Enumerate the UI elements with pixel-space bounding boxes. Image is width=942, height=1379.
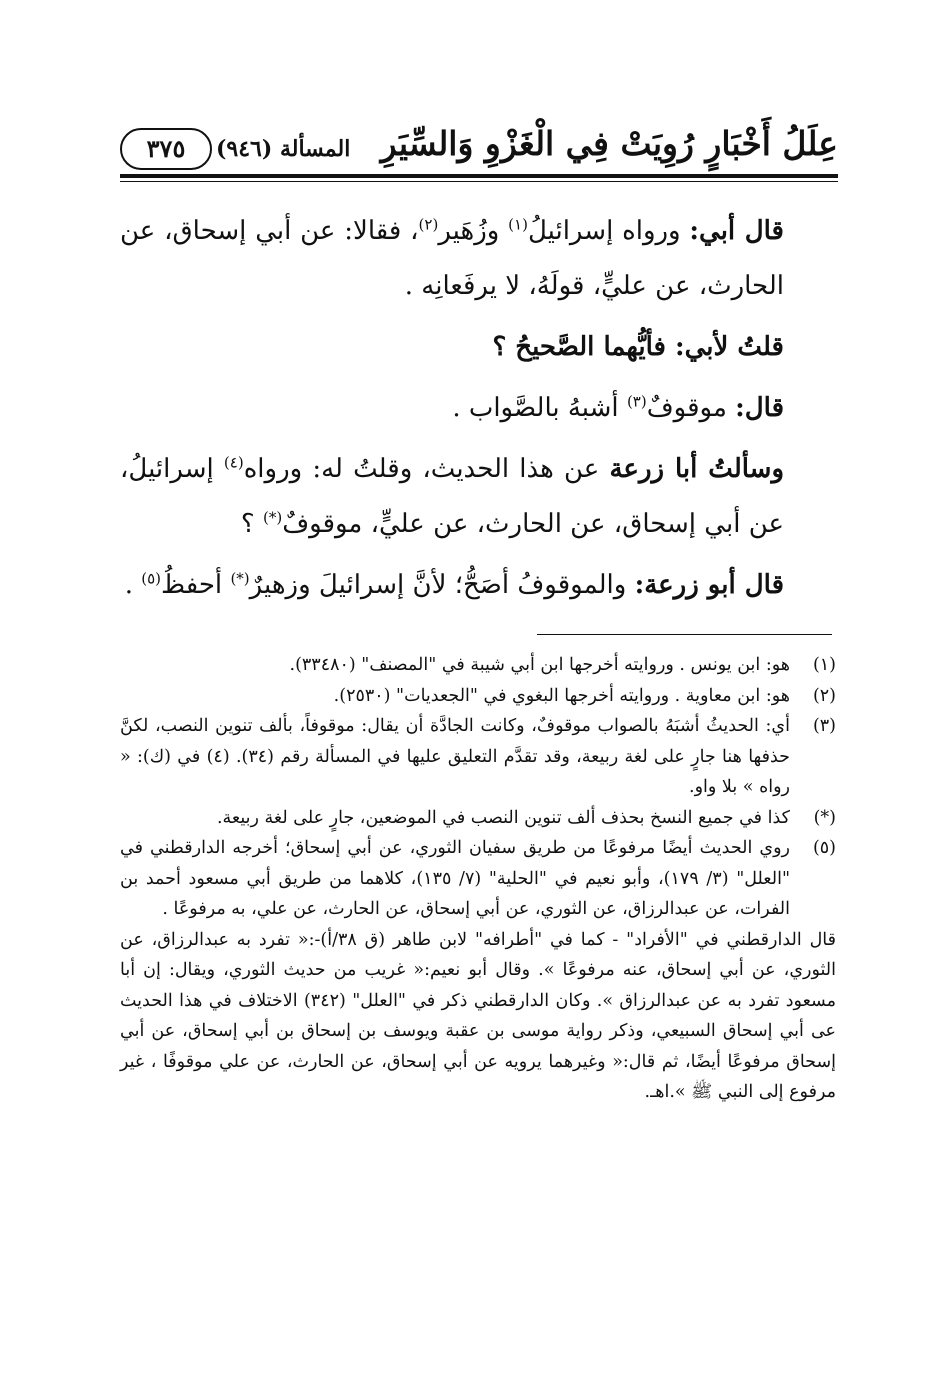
footnote-separator [537, 634, 832, 635]
text-run: إسرائيلُ، عن أبي إسحاق، عن الحارث، عن عليٍّ، موقوفٌ [120, 454, 784, 539]
footnote-ref: (*) [262, 508, 283, 527]
paragraph-1 [120, 204, 836, 314]
main-text [120, 204, 836, 619]
footnotes [120, 650, 836, 1108]
footnote-5-continuation: قال الدارقطني في "الأفراد" - كما في "أطرافه" لابن طاهر (ق ٣٨/أ)-:« تفرد به عبدالرزاق، عن الثوري، عن أبي إسحاق، عنه مرفوعًا ». وقال أبو نعيم:« غريب من حديث الثوري، ويقال: إن أبا مسعود تفرد به عن عبدالرزاق ». وكان الدارقطني ذكر في "العلل" (٣٤٢) الاختلاف في هذا الحديث عى أبي إسحاق السبيعي، وذكر رواية موسى بن عقبة ويوسف بن إسحاق بن أبي إسحاق، عن أبي إسحاق مرفوعًا أيضًا، ثم قال:« وغيرهما يرويه عن أبي إسحاق، عن الحارث، عن علي موقوفًا ، غير مرفوع إلى النبي ﷺ ».اهـ. [120, 929, 837, 1102]
footnote-mark: (٥) [812, 838, 836, 858]
footnote-1 [120, 650, 836, 681]
paragraph-3 [120, 381, 836, 436]
paragraph-4 [120, 442, 836, 552]
footnote-ref: (١) [508, 215, 528, 234]
header-rule-thick [120, 174, 838, 178]
text-run: عن هذا الحديث، وقلتُ له: ورواه [243, 454, 600, 484]
header-rule-thin [120, 181, 838, 182]
footnote-text: هو: ابن معاوية . وروايته أخرجها البغوي في "الجعديات" (٢٥٣٠). [333, 685, 790, 706]
speaker-label: قال: [735, 393, 784, 423]
footnote-text: روي الحديث أيضًا مرفوعًا من طريق سفيان الثوري، عن أبي إسحاق؛ أخرجه الدارقطني في "العلل" (٣/ ١٧٩)، وأبو نعيم في "الحلية" (٧/ ١٣٥)، كلاهما من طريق أبي مسعود أحمد بن الفرات، عن عبدالرزاق، عن الثوري، عن أبي إسحاق، عن الحارث، عن علي، به مرفوعًا . [120, 838, 790, 919]
issue-number: المسألة (٩٤٦) [216, 136, 351, 162]
footnote-text: كذا في جميع النسخ بحذف ألف تنوين النصب في الموضعين، جارٍ على لغة ربيعة. [216, 807, 790, 828]
paragraph-2: قلتُ لأبي: فأيُّهما الصَّحيحُ ؟ [492, 332, 784, 362]
footnote-ref: (*) [230, 569, 250, 588]
footnote-ref: (٥) [141, 569, 162, 588]
text-run: أشبهُ بالصَّواب . [452, 393, 619, 423]
running-header [120, 118, 838, 170]
text-run: والموقوفُ أصَحُّ؛ لأنَّ إسرائيلَ وزهيرٌ [249, 570, 627, 600]
footnote-mark: (٣) [812, 716, 836, 736]
footnote-text [120, 711, 790, 803]
text-run: ، فقالا: عن أبي إسحاق، عن الحارث، عن عليٍّ، قولَهُ، لا يرفَعانِه . [120, 216, 784, 301]
footnote-3-body: أي: الحديثُ أشبَهُ بالصواب موقوفٌ، وكانت الجادَّة أن يقال: موقوفاً، بألف تنوين النصب، لكنَّ حذفها هنا جارٍ على لغة ربيعة، وقد تقدَّم التعليق عليها في المسألة رقم (٣٤). [120, 716, 790, 767]
text-run: وزُهَير [438, 216, 500, 246]
speaker-label: وسألتُ أبا زرعة [609, 454, 785, 484]
footnote-mark: (٢) [812, 685, 836, 706]
footnote-mark: (١) [812, 655, 836, 675]
footnote-3 [120, 711, 836, 803]
paragraph-5 [120, 558, 836, 613]
footnote-2 [120, 681, 836, 712]
footnote-5 [120, 833, 836, 925]
footnote-star [120, 803, 836, 834]
footnote-ref: (٢) [418, 215, 439, 234]
text-run: موقوفٌ [646, 393, 727, 423]
text-run: . [124, 570, 133, 600]
text-run: أحفظُ [161, 570, 223, 600]
footnote-text: هو: ابن يونس . وروايته أخرجها ابن أبي شيبة في "المصنف" (٣٣٤٨٠). [289, 655, 790, 675]
footnote-ref: (٣) [626, 392, 647, 411]
page-number: ٣٧٥ [120, 128, 212, 170]
book-title: عِلَلُ أَخْبَارٍ رُوِيَتْ فِي الْغَزْوِ وَالسِّيَرِ [380, 124, 838, 163]
speaker-label: قال أبي: [689, 216, 784, 246]
text-run: ورواه إسرائيلُ [527, 216, 681, 246]
speaker-label: قال أبو زرعة: [634, 570, 784, 600]
text-run: ؟ [240, 509, 255, 539]
footnote-4-inline: (٤) في (ك): « رواه » بلا واو. [120, 746, 790, 797]
footnote-mark: (*) [813, 807, 836, 828]
footnote-ref: (٤) [223, 453, 244, 472]
